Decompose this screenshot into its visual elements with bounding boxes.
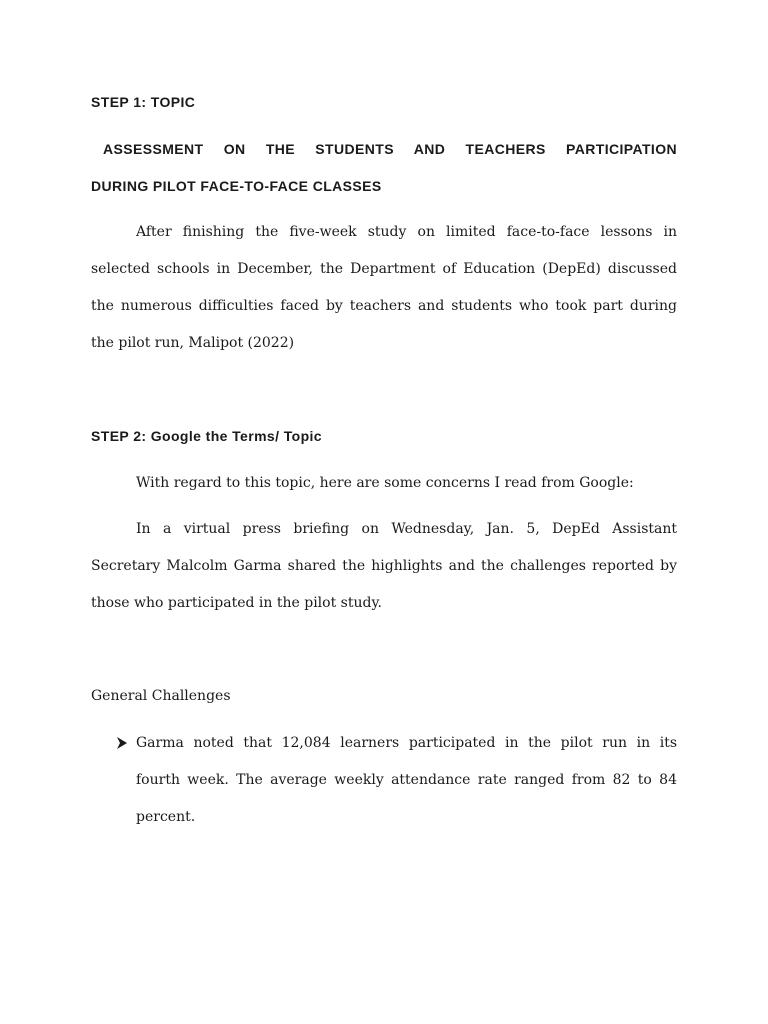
step2-heading: STEP 2: Google the Terms/ Topic	[91, 428, 322, 444]
step2-paragraph-line-3: those who participated in the pilot study.	[91, 595, 382, 611]
topic-title-line-1: ASSESSMENT ON THE STUDENTS AND TEACHERS PARTICIPATION	[103, 141, 677, 157]
arrowhead-bullet-icon	[115, 733, 129, 753]
bullet-line-3: percent.	[136, 809, 196, 825]
step1-heading: STEP 1: TOPIC	[91, 94, 196, 110]
step1-paragraph-line-1: After finishing the five-week study on limited face-to-face lessons in	[136, 224, 677, 240]
bullet-line-2: fourth week. The average weekly attendance rate ranged from 82 to 84	[136, 772, 677, 788]
general-challenges-heading: General Challenges	[91, 688, 231, 704]
topic-title-line-2: DURING PILOT FACE-TO-FACE CLASSES	[91, 178, 382, 194]
step1-paragraph-line-4: the pilot run, Malipot (2022)	[91, 335, 295, 351]
step1-paragraph-line-2: selected schools in December, the Department of Education (DepEd) discussed	[91, 261, 677, 277]
step1-paragraph-line-3: the numerous difficulties faced by teachers and students who took part during	[91, 298, 677, 314]
bullet-line-1: Garma noted that 12,084 learners participated in the pilot run in its	[136, 735, 677, 751]
step2-paragraph-line-1: In a virtual press briefing on Wednesday, Jan. 5, DepEd Assistant	[136, 521, 677, 537]
step2-paragraph-line-2: Secretary Malcolm Garma shared the highlights and the challenges reported by	[91, 558, 677, 574]
step2-intro: With regard to this topic, here are some concerns I read from Google:	[136, 475, 634, 491]
